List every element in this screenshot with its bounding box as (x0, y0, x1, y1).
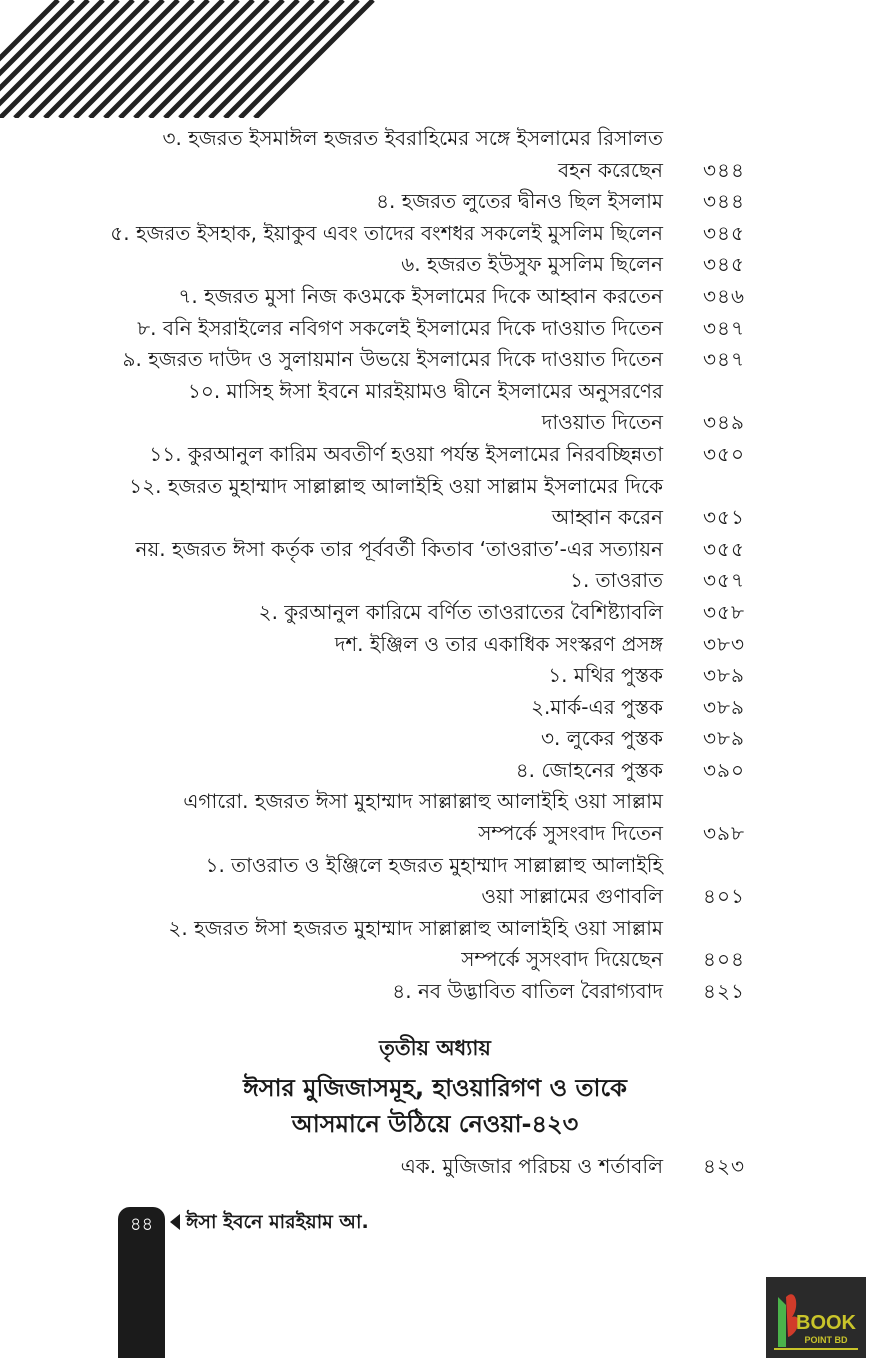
toc-entry-title: ৭. হজরত মুসা নিজ কওমকে ইসলামের দিকে আহ্বান করতেন (178, 283, 663, 308)
toc-entry-page: ৩৫১ (703, 505, 745, 530)
toc-entry-page: ৩৪৫ (703, 220, 745, 245)
toc-entry-title: নয়. হজরত ঈসা কর্তৃক তার পূর্ববর্তী কিতাব ‘তাওরাত’-এর সত্যায়ন (135, 536, 663, 561)
toc-entry-page: ৩৯৮ (703, 821, 745, 846)
toc-entry-page: ৩৫০ (703, 441, 745, 466)
toc-entry-page: ৩৪৫ (703, 252, 745, 277)
toc-entry (0, 281, 870, 313)
toc-entry-title: সম্পর্কে সুসংবাদ দিয়েছেন (461, 947, 663, 972)
toc-entry-page: ৩৪৭ (703, 347, 745, 372)
toc-entry-title: ১২. হজরত মুহাম্মাদ সাল্লাল্লাহু আলাইহি ওয়া সাল্লাম ইসলামের দিকে (129, 473, 663, 498)
toc-entry-page: ৩৯০ (703, 757, 745, 782)
toc-entry (0, 755, 870, 787)
logo-text: BOOK (796, 1312, 856, 1334)
toc-entry-title: ৩. লুকের পুস্তক (541, 726, 663, 751)
toc-entry (0, 218, 870, 250)
toc-entry-title: বহন করেছেন (557, 157, 663, 182)
toc-entry (0, 186, 870, 218)
toc-entry (0, 1151, 870, 1183)
toc-entry (0, 786, 870, 818)
toc-entry-title: ৯. হজরত দাউদ ও সুলায়মান উভয়ে ইসলামের দিকে দাওয়াত দিতেন (122, 347, 663, 372)
toc-entry (0, 439, 870, 471)
bookpoint-logo (766, 1277, 866, 1358)
toc-entry-title: আহ্বান করেন (551, 505, 663, 530)
toc-entry-page: ৪০১ (703, 884, 745, 909)
toc-entry-page: ৪০৪ (703, 947, 745, 972)
toc-entry (0, 723, 870, 755)
chapter-toc (0, 1151, 870, 1183)
footer-book-title: ঈসা ইবনে মারইয়াম আ. (186, 1211, 369, 1233)
toc-entry-page: ৩৮৯ (703, 694, 745, 719)
toc-entry (0, 881, 870, 913)
toc-entry (0, 597, 870, 629)
toc-entry-page: ৩৫৫ (703, 536, 745, 561)
toc-entry-title: ৪. হজরত লুতের দ্বীনও ছিল ইসলাম (376, 189, 663, 214)
toc-entry-page: ৩৫৭ (703, 568, 745, 593)
logo-subtext: POINT BD (804, 1335, 848, 1345)
toc-entry-title: ২. কুরআনুল কারিমে বর্ণিত তাওরাতের বৈশিষ্ট্যাবলি (258, 599, 663, 624)
toc-entry (0, 407, 870, 439)
toc-entry (0, 818, 870, 850)
toc-entry (0, 376, 870, 408)
toc-entry (0, 565, 870, 597)
toc-entry-title: ৮. বনি ইসরাইলের নবিগণ সকলেই ইসলামের দিকে দাওয়াত দিতেন (137, 315, 663, 340)
toc-entry-title: ৩. হজরত ইসমাঈল হজরত ইবরাহিমের সঙ্গে ইসলামের রিসালত (162, 126, 663, 150)
toc-entry (0, 344, 870, 376)
toc-entry-page: ৩৪৪ (703, 189, 745, 214)
triangle-left-icon (170, 1214, 180, 1230)
toc-entry-page: ৩৮৩ (703, 631, 745, 656)
chapter-title-line-1: ঈসার মুজিজাসমূহ, হাওয়ারিগণ ও তাকে (243, 1074, 627, 1102)
toc-entry (0, 692, 870, 724)
toc-entry-title: ৪. নব উদ্ভাবিত বাতিল বৈরাগ্যবাদ (392, 979, 663, 1004)
toc-entry-title: ১০. মাসিহ ঈসা ইবনে মারইয়ামও দ্বীনে ইসলামের অনুসরণের (187, 378, 663, 403)
table-of-contents (0, 123, 870, 1008)
toc-entry-title: ১১. কুরআনুল কারিম অবতীর্ণ হওয়া পর্যন্ত ইসলামের নিরবচ্ছিন্নতা (149, 441, 663, 466)
toc-entry-title: এক. মুজিজার পরিচয় ও শর্তাবলি (400, 1154, 663, 1178)
footer-page-number: ৪৪ (129, 1214, 154, 1235)
toc-entry (0, 534, 870, 566)
toc-entry-title: ১. মথির পুস্তক (548, 663, 663, 688)
toc-entry-title: ৪. জোহনের পুস্তক (515, 757, 663, 782)
toc-entry-title: ওয়া সাল্লামের গুণাবলি (481, 884, 663, 909)
toc-entry-title: ১. তাওরাত ও ইঞ্জিলে হজরত মুহাম্মাদ সাল্লাল্লাহু আলাইহি (205, 852, 663, 877)
toc-entry (0, 976, 870, 1008)
toc-entry-page: ৪২১ (703, 979, 745, 1004)
toc-entry-page: ৩৮৯ (703, 663, 745, 688)
toc-entry-title: ২.মার্ক-এর পুস্তক (531, 694, 663, 719)
chapter-title-line-2: আসমানে উঠিয়ে নেওয়া-৪২৩ (291, 1110, 579, 1138)
toc-entry (0, 471, 870, 503)
toc-entry-title: ২. হজরত ঈসা হজরত মুহাম্মাদ সাল্লাল্লাহু আলাইহি ওয়া সাল্লাম (168, 915, 663, 940)
toc-entry (0, 660, 870, 692)
toc-entry (0, 850, 870, 882)
toc-entry-title: ৫. হজরত ইসহাক, ইয়াকুব এবং তাদের বংশধর সকলেই মুসলিম ছিলেন (110, 220, 663, 245)
toc-entry-page: ৩৪৬ (703, 283, 745, 308)
toc-entry (0, 502, 870, 534)
toc-entry-page: ৩৫৮ (703, 599, 745, 624)
toc-entry-page: ৩৪৪ (703, 157, 745, 182)
toc-entry-page: ৩৮৯ (703, 726, 745, 751)
toc-entry-page: ৩৪৭ (703, 315, 745, 340)
toc-entry-title: ১. তাওরাত (569, 568, 663, 593)
toc-entry (0, 313, 870, 345)
toc-entry (0, 913, 870, 945)
toc-entry-page: ৪২৩ (703, 1154, 745, 1178)
toc-entry-title: এগারো. হজরত ঈসা মুহাম্মাদ সাল্লাল্লাহু আলাইহি ওয়া সাল্লাম (183, 789, 663, 814)
toc-entry (0, 123, 870, 155)
toc-entry-title: দাওয়াত দিতেন (541, 410, 663, 435)
toc-entry-page: ৩৪৯ (703, 410, 745, 435)
toc-entry (0, 944, 870, 976)
toc-entry-title: সম্পর্কে সুসংবাদ দিতেন (478, 821, 663, 846)
toc-entry (0, 155, 870, 187)
chapter-label: তৃতীয় অধ্যায় (379, 1036, 491, 1060)
toc-entry (0, 249, 870, 281)
toc-entry-title: দশ. ইঞ্জিল ও তার একাধিক সংস্করণ প্রসঙ্গ (334, 631, 663, 656)
toc-entry (0, 629, 870, 661)
decorative-stripes (0, 0, 380, 118)
toc-entry-title: ৬. হজরত ইউসুফ মুসলিম ছিলেন (401, 252, 663, 277)
